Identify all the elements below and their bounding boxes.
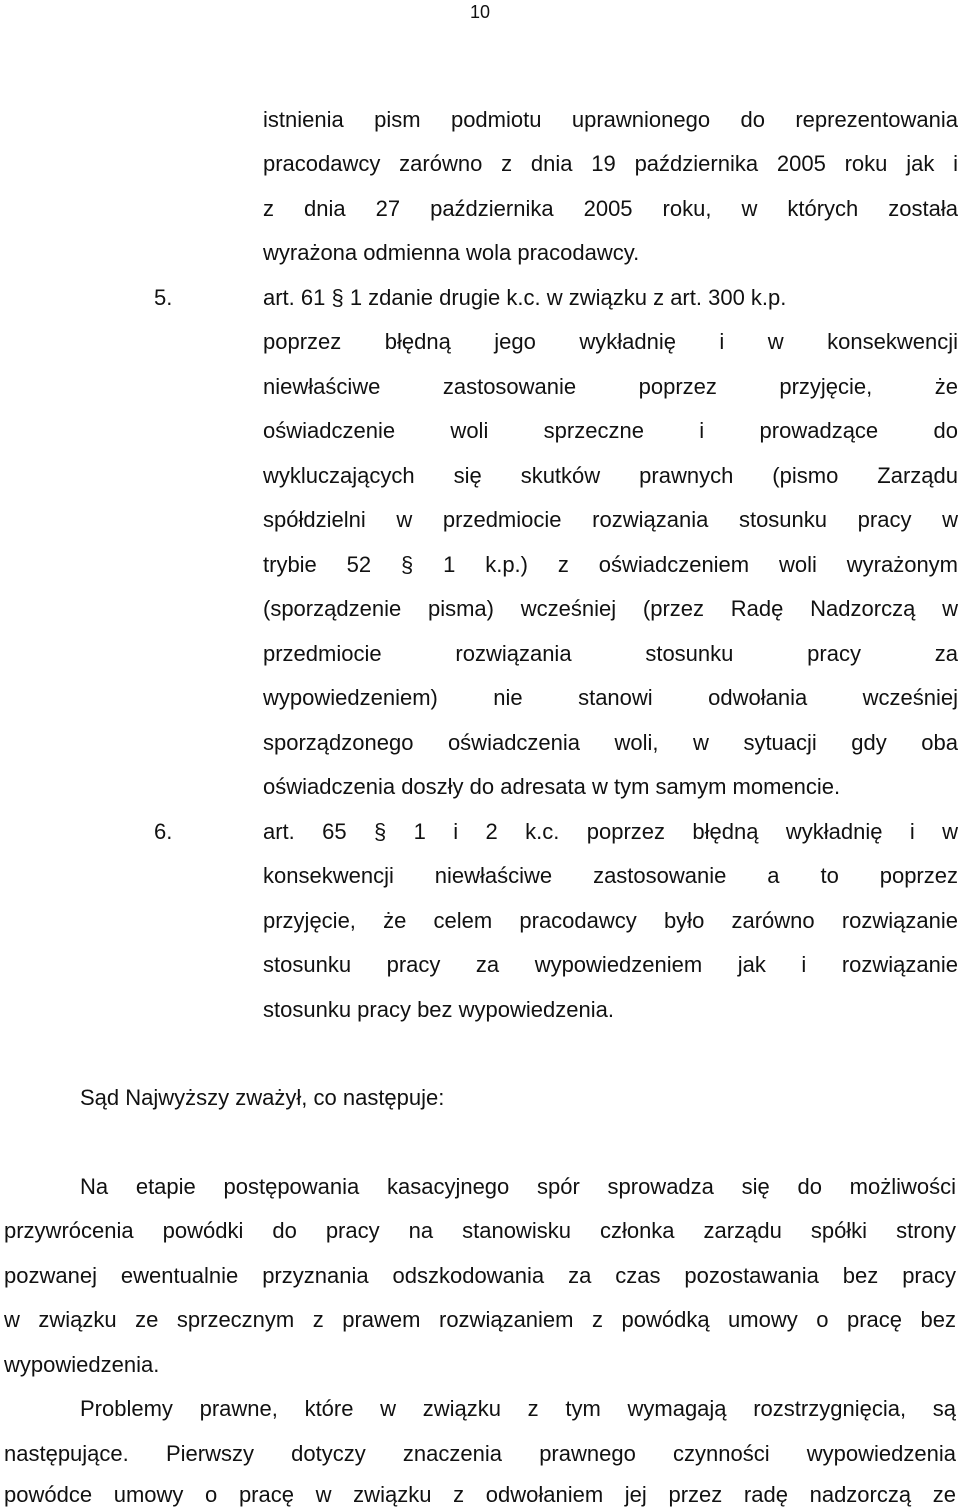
item6-line: konsekwencji niewłaściwe zastosowanie a to poprzez [263,863,958,888]
item5-line: art. 61 § 1 zdanie drugie k.c. w związku z art. 300 k.p. [263,285,787,310]
item5-number: 5. [154,285,173,310]
item4-line: istnienia pism podmiotu uprawnionego do reprezentowania [263,107,958,132]
item5-line: przedmiocie rozwiązania stosunku pracy za [263,641,958,666]
item5-line: oświadczenie woli sprzeczne i prowadzące do [263,418,958,443]
paragraph-line: wypowiedzenia. [4,1352,160,1377]
paragraph-line: przywrócenia powódki do pracy na stanowisku członka zarządu spółki strony [4,1218,956,1243]
item5-line: sporządzonego oświadczenia woli, w sytuacji gdy oba [263,730,958,755]
item5-line: trybie 52 § 1 k.p.) z oświadczeniem woli wyrażonym [263,552,958,577]
section-heading: Sąd Najwyższy zważył, co następuje: [80,1085,445,1110]
page-number: 10 [469,2,491,22]
item6-line: stosunku pracy za wypowiedzeniem jak i rozwiązanie [263,952,958,977]
item5-line: niewłaściwe zastosowanie poprzez przyjęcie, że [263,374,958,399]
paragraph-line: pozwanej ewentualnie przyznania odszkodowania za czas pozostawania bez pracy [4,1263,956,1288]
item5-line: (sporządzenie pisma) wcześniej (przez Radę Nadzorczą w [263,596,958,621]
item4-line: pracodawcy zarówno z dnia 19 października 2005 roku jak i [263,151,958,176]
item4-line: wyrażona odmienna wola pracodawcy. [263,240,640,265]
paragraph-line: powódce umowy o pracę w związku z odwołaniem jej przez radę nadzorczą ze [4,1482,956,1507]
paragraph-line: Na etapie postępowania kasacyjnego spór sprowadza się do możliwości [80,1174,956,1199]
item5-line: wypowiedzeniem) nie stanowi odwołania wcześniej [263,685,958,710]
item6-number: 6. [154,819,173,844]
paragraph-line: w związku ze sprzecznym z prawem rozwiązaniem z powódką umowy o pracę bez [4,1307,956,1332]
item6-line: art. 65 § 1 i 2 k.c. poprzez błędną wykładnię i w [263,819,958,844]
item5-line: oświadczenia doszły do adresata w tym samym momencie. [263,774,841,799]
paragraph-line: następujące. Pierwszy dotyczy znaczenia prawnego czynności wypowiedzenia [4,1441,956,1466]
item6-line: stosunku pracy bez wypowiedzenia. [263,997,614,1022]
paragraph-line: Problemy prawne, które w związku z tym wymagają rozstrzygnięcia, są [80,1396,956,1421]
item6-line: przyjęcie, że celem pracodawcy było zarówno rozwiązanie [263,908,958,933]
item4-line: z dnia 27 października 2005 roku, w których została [263,196,958,221]
item5-line: spółdzielni w przedmiocie rozwiązania stosunku pracy w [263,507,958,532]
item5-line: wykluczających się skutków prawnych (pismo Zarządu [263,463,958,488]
item5-line: poprzez błędną jego wykładnię i w konsekwencji [263,329,958,354]
